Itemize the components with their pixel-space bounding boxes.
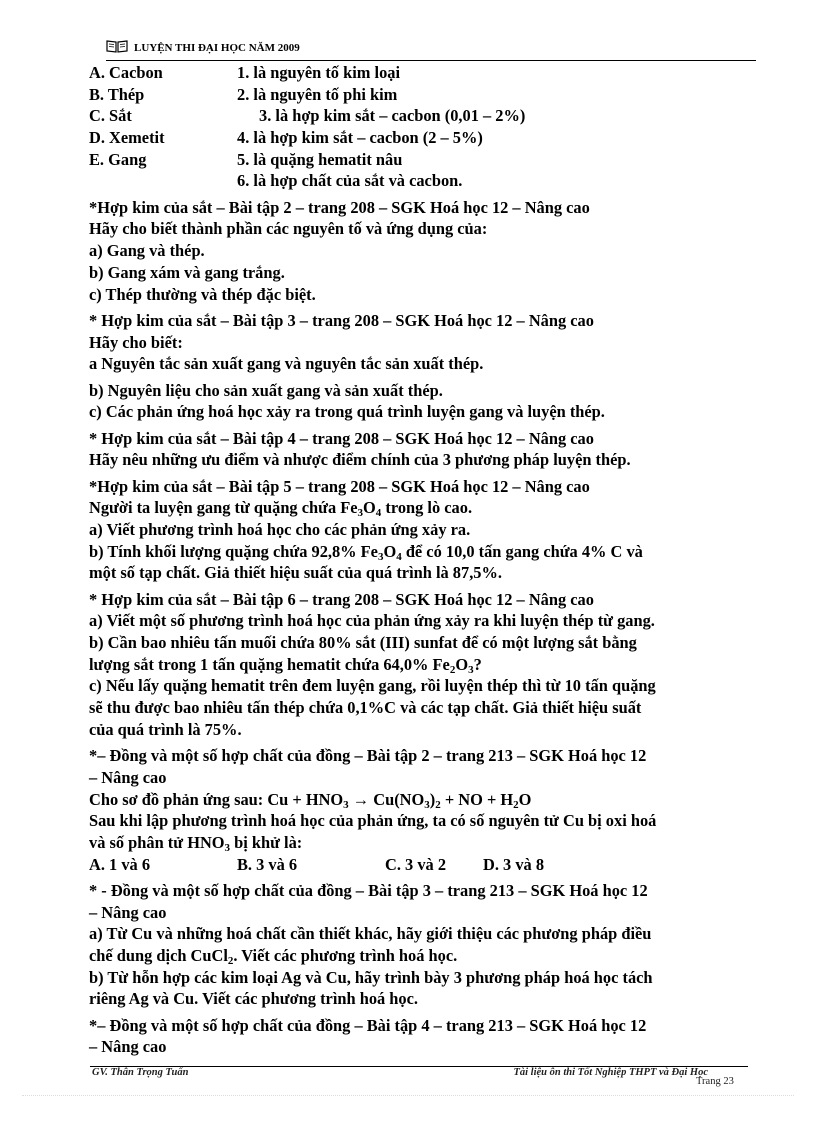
text-line: b) Cần bao nhiêu tấn muối chứa 80% sắt (III) sunfat để có một lượng sắt bằng xyxy=(89,633,637,653)
text-line: Hãy cho biết: xyxy=(89,332,183,352)
table-row: C. Sắt 3. là hợp kim sắt – cacbon (0,01 – 2%) xyxy=(89,106,526,126)
header-title: LUYỆN THI ĐẠI HỌC NĂM 2009 xyxy=(134,42,300,54)
exercise-heading-cont: – Nâng cao xyxy=(89,767,167,787)
text-line: c) Thép thường và thép đặc biệt. xyxy=(89,284,316,304)
table-row: B. Thép 2. là nguyên tố phi kim xyxy=(89,84,398,104)
text-line: Hãy nêu những ưu điểm và nhược điểm chính của 3 phương pháp luyện thép. xyxy=(89,450,631,470)
text-line: a) Viết một số phương trình hoá học của phản ứng xảy ra khi luyện thép từ gang. xyxy=(89,611,655,631)
exercise-heading-cont: – Nâng cao xyxy=(89,1037,167,1057)
table-row: D. Xemetit 4. là hợp kim sắt – cacbon (2 – 5%) xyxy=(89,128,483,148)
table-row: 6. là hợp chất của sắt và cacbon. xyxy=(237,171,463,191)
footer-author: GV. Thân Trọng Tuấn xyxy=(92,1067,189,1078)
text-line: a Nguyên tắc sản xuất gang và nguyên tắc sản xuất thép. xyxy=(89,354,484,374)
choice-c: C. 3 và 2 xyxy=(385,854,447,874)
footer-doc-title: Tài liệu ôn thi Tốt Nghiệp THPT và Đại Học xyxy=(513,1067,708,1078)
text-line: a) Từ Cu và những hoá chất cần thiết khác, hãy giới thiệu các phương pháp điều xyxy=(89,924,652,944)
text-line: chế dung dịch CuCl$_2$. Viết các phương trình hoá học. xyxy=(89,946,458,968)
answer-choices xyxy=(89,854,761,876)
text-line: a) Gang và thép. xyxy=(89,241,205,261)
page-edge-divider xyxy=(22,1095,794,1096)
page-header xyxy=(106,40,756,61)
exercise-heading: *– Đồng và một số hợp chất của đồng – Bài tập 4 – trang 213 – SGK Hoá học 12 xyxy=(89,1015,647,1035)
text-line: Người ta luyện gang từ quặng chứa $Fe_3O_4$ trong lò cao. xyxy=(89,498,473,520)
text-line: b) Nguyên liệu cho sản xuất gang và sản xuất thép. xyxy=(89,380,443,400)
choice-a: A. 1 và 6 xyxy=(89,854,151,874)
text-line: và số phân tử $HNO_3$ bị khử là: xyxy=(89,832,303,854)
reaction-equation: Cho sơ đồ phản ứng sau: $Cu + HNO_3 \to Cu(NO_3)_2$ + NO + $H_2O$ xyxy=(89,789,532,811)
choice-b: B. 3 và 6 xyxy=(237,854,298,874)
exercise-heading: * Hợp kim của sắt – Bài tập 4 – trang 208 – SGK Hoá học 12 – Nâng cao xyxy=(89,428,594,448)
table-row: A. Cacbon 1. là nguyên tố kim loại xyxy=(89,63,401,82)
text-line: c) Các phản ứng hoá học xảy ra trong quá trình luyện gang và luyện thép. xyxy=(89,402,605,422)
choice-d: D. 3 và 8 xyxy=(483,854,545,874)
text-line: lượng sắt trong 1 tấn quặng hematit chứa 64,0% $Fe_2O_3$? xyxy=(89,654,482,676)
text-line: Hãy cho biết thành phần các nguyên tố và ứng dụng của: xyxy=(89,219,488,239)
exercise-heading: *Hợp kim của sắt – Bài tập 5 – trang 208 – SGK Hoá học 12 – Nâng cao xyxy=(89,476,590,496)
page-number: Trang 23 xyxy=(696,1076,734,1087)
text-line: a) Viết phương trình hoá học cho các phản ứng xảy ra. xyxy=(89,519,471,539)
exercise-heading: * - Đồng và một số hợp chất của đồng – Bài tập 3 – trang 213 – SGK Hoá học 12 xyxy=(89,880,648,900)
text-line: b) Tính khối lượng quặng chứa 92,8% $Fe_3O_4$ để có 10,0 tấn gang chứa 4% C và xyxy=(89,541,643,563)
text-line: riêng Ag và Cu. Viết các phương trình hoá học. xyxy=(89,989,418,1009)
text-line: một số tạp chất. Giả thiết hiệu suất của quá trình là 87,5%. xyxy=(89,563,502,583)
book-icon xyxy=(106,40,128,53)
page-footer xyxy=(90,1066,748,1079)
exercise-heading: * Hợp kim của sắt – Bài tập 6 – trang 208 – SGK Hoá học 12 – Nâng cao xyxy=(89,589,594,609)
text-line: b) Gang xám và gang trắng. xyxy=(89,262,285,282)
document-body xyxy=(89,62,761,1058)
table-row: E. Gang 5. là quặng hematit nâu xyxy=(89,149,403,169)
text-line: b) Từ hỗn hợp các kim loại Ag và Cu, hãy trình bày 3 phương pháp hoá học tách xyxy=(89,967,653,987)
exercise-heading-cont: – Nâng cao xyxy=(89,902,167,922)
text-line: c) Nếu lấy quặng hematit trên đem luyện gang, rồi luyện thép thì từ 10 tấn quặng xyxy=(89,676,656,696)
exercise-heading: *Hợp kim của sắt – Bài tập 2 – trang 208 – SGK Hoá học 12 – Nâng cao xyxy=(89,197,590,217)
matching-table xyxy=(89,62,761,192)
text-line: của quá trình là 75%. xyxy=(89,719,242,739)
exercise-heading: * Hợp kim của sắt – Bài tập 3 – trang 208 – SGK Hoá học 12 – Nâng cao xyxy=(89,310,594,330)
text-line: sẽ thu được bao nhiêu tấn thép chứa 0,1%C và các tạp chất. Giả thiết hiệu suất xyxy=(89,698,642,718)
text-line: Sau khi lập phương trình hoá học của phản ứng, ta có số nguyên tử Cu bị oxi hoá xyxy=(89,811,657,831)
exercise-heading: *– Đồng và một số hợp chất của đồng – Bài tập 2 – trang 213 – SGK Hoá học 12 xyxy=(89,746,647,766)
